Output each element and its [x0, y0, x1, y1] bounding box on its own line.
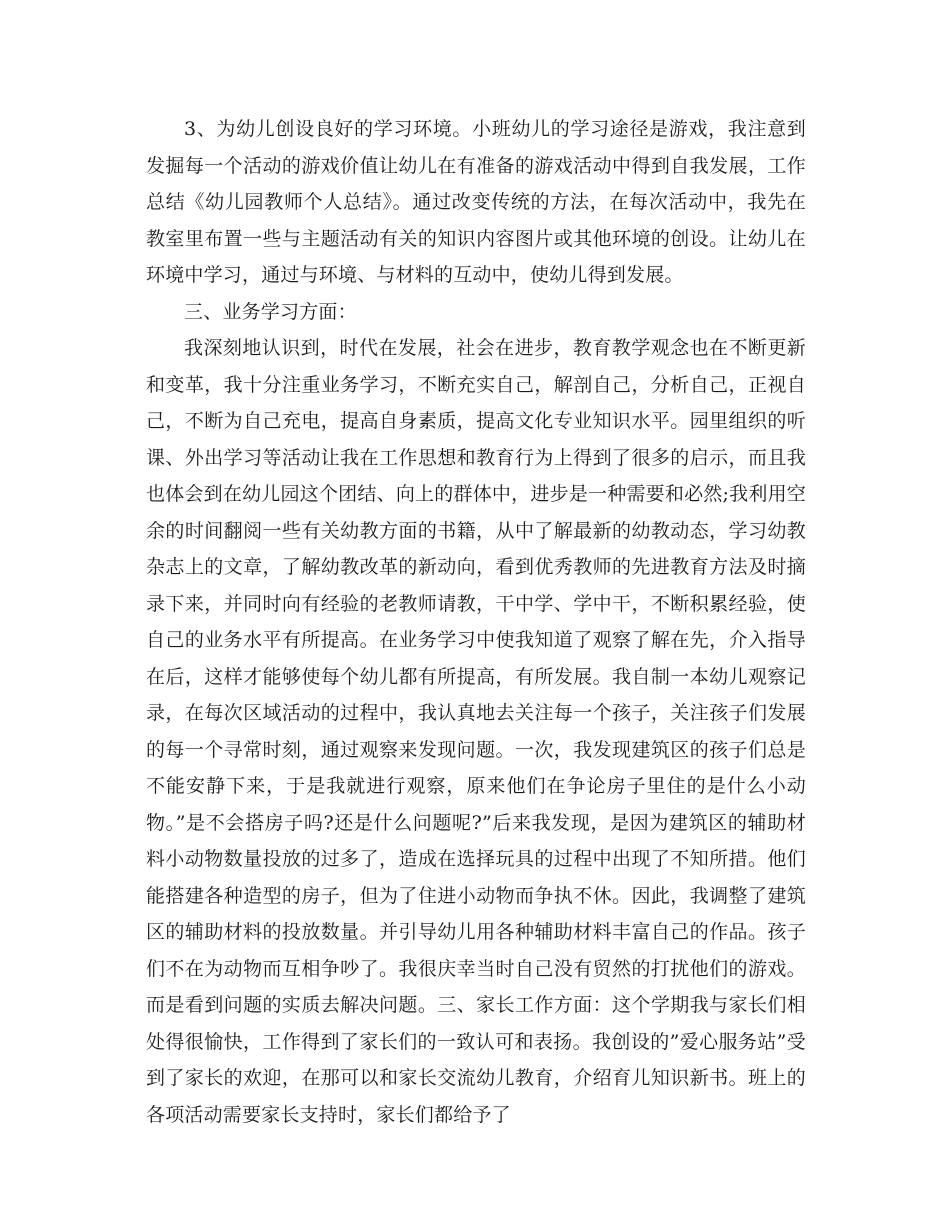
paragraph-professional-study: 我深刻地认识到，时代在发展，社会在进步，教育教学观念也在不断更新和变革，我十分注重业务学习，不断充实自己，解剖自己，分析自己，正视自己，不断为自己充电，提高自身素质，提高文化专业知识水平。园里组织的听课、外出学习等活动让我在工作思想和教育行为上得到了很多的启示，而且我也体会到在幼儿园这个团结、向上的群体中，进步是一种需要和必然;我利用空余的时间翻阅一些有关幼教方面的书籍，从中了解最新的幼教动态，学习幼教杂志上的文章，了解幼教改革的新动向，看到优秀教师的先进教育方法及时摘录下来，并同时向有经验的老教师请教，干中学、学中干，不断积累经验，使自己的业务水平有所提高。在业务学习中使我知道了观察了解在先，介入指导在后，这样才能够使每个幼儿都有所提高，有所发展。我自制一本幼儿观察记录，在每次区域活动的过程中，我认真地去关注每一个孩子，关注孩子们发展的每一个寻常时刻，通过观察来发现问题。一次，我发现建筑区的孩子们总是不能安静下来，于是我就进行观察，原来他们在争论房子里住的是什么小动物。”是不会搭房子吗?还是什么问题呢?”后来我发现，是因为建筑区的辅助材料小动物数量投放的过多了，造成在选择玩具的过程中出现了不知所措。他们能搭建各种造型的房子，但为了住进小动物而争执不休。因此，我调整了建筑区的辅助材料的投放数量。并引导幼儿用各种辅助材料丰富自己的作品。孩子们不在为动物而互相争吵了。我很庆幸当时自己没有贸然的打扰他们的游戏。而是看到问题的实质去解决问题。三、家长工作方面：这个学期我与家长们相处得很愉快，工作得到了家长们的一致认可和表扬。我创设的”爱心服务站”受到了家长的欢迎，在那可以和家长交流幼儿教育，介绍育儿知识新书。班上的各项活动需要家长支持时，家长们都给予了 — [146, 337, 806, 1126]
document-body — [146, 111, 806, 1133]
section-heading-professional-study: 三、业务学习方面： — [184, 300, 357, 323]
paragraph-learning-environment: 3、为幼儿创设良好的学习环境。小班幼儿的学习途径是游戏，我注意到发掘每一个活动的游戏价值让幼儿在有准备的游戏活动中得到自我发展，工作总结《幼儿园教师个人总结》。通过改变传统的方法，在每次活动中，我先在教室里布置一些与主题活动有关的知识内容图片或其他环境的创设。让幼儿在环境中学习，通过与环境、与材料的互动中，使幼儿得到发展。 — [146, 118, 806, 286]
